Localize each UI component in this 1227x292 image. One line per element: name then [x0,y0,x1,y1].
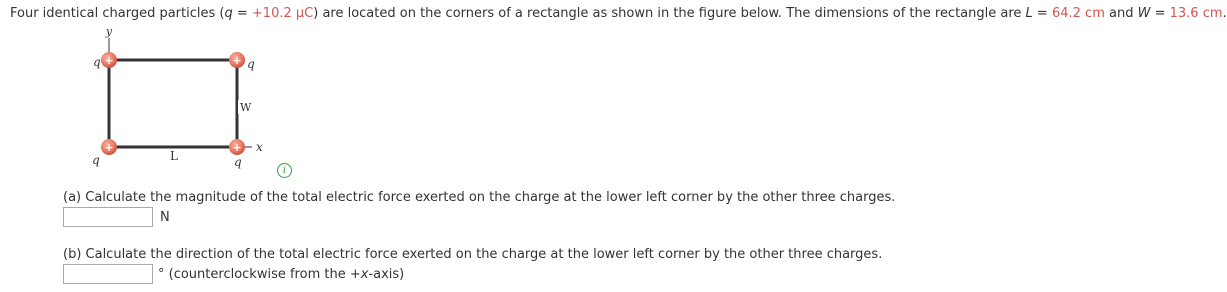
svg-text:+: + [232,141,242,154]
info-icon[interactable]: i [277,163,292,178]
answer-input-a[interactable] [63,207,153,227]
unit-label-b: ° (counterclockwise from the +x-axis) [158,266,405,282]
length-label: L [170,149,178,163]
svg-text:+: + [232,54,242,67]
problem-statement: Four identical charged particles (q = +10.2 μC) are located on the corners of a rectangle as shown in the figure below. The dimensions of the rectangle are L = 64.2 cm and W = 13.6 cm. [10,6,1227,21]
W-value: 13.6 cm [1169,6,1223,21]
svg-text:+: + [104,141,114,154]
charge-label-top-right: q [247,57,255,71]
q-value: +10.2 μC [251,6,314,21]
charge-label-bottom-right: q [234,155,242,169]
charge-top-right [229,52,245,68]
rectangle [109,60,237,147]
svg-text:+: + [104,54,114,67]
rectangle-charges-figure [80,24,300,176]
answer-row-b [63,264,404,284]
answer-input-b[interactable] [63,264,153,284]
L-value: 64.2 cm [1051,6,1105,21]
unit-label-a: N [160,209,170,225]
y-axis-label: y [105,25,113,38]
charge-label-bottom-left: q [92,153,100,167]
figure-drawing [80,24,300,176]
question-a-text: (a) Calculate the magnitude of the total electric force exerted on the charge at the lower left corner by the other three charges. [63,190,896,205]
width-label: W [240,101,252,114]
question-b-text: (b) Calculate the direction of the total electric force exerted on the charge at the lower left corner by the other three charges. [63,247,883,262]
charge-label-top-left: q [93,55,101,69]
charge-top-left [101,52,117,68]
charge-bottom-left [101,139,117,155]
x-axis-label: x [256,140,263,154]
answer-row-a [63,207,170,227]
charge-bottom-right [229,139,245,155]
